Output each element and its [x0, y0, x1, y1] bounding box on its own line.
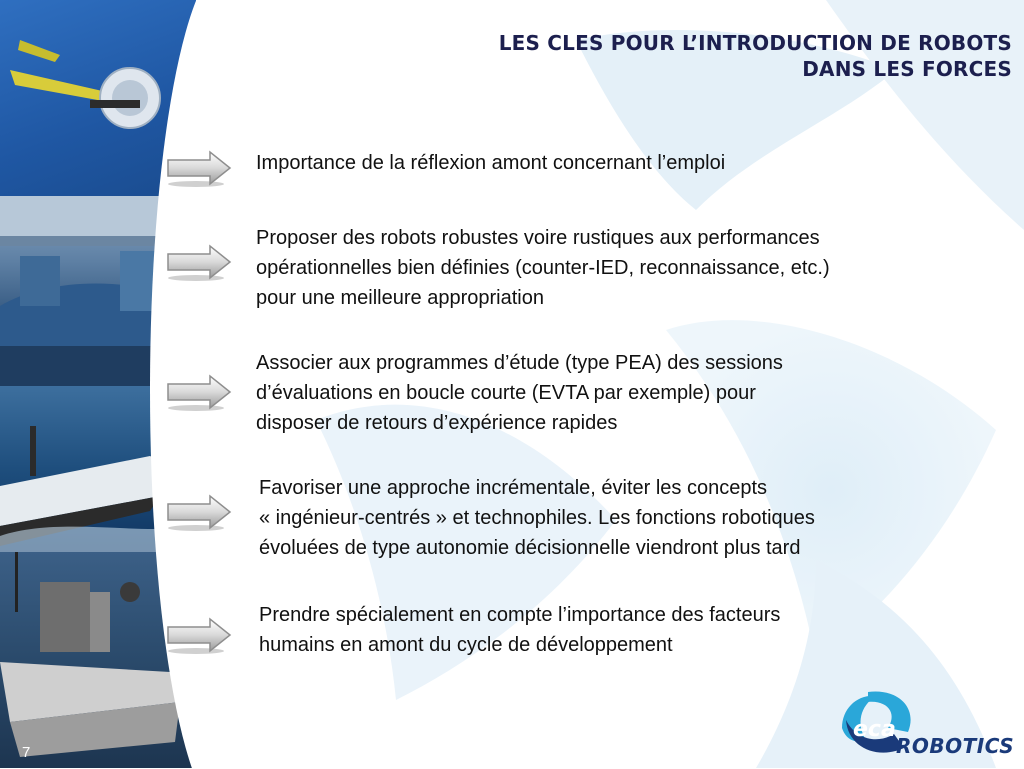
bullet-text: Associer aux programmes d’étude (type PEA) des sessions d’évaluations en boucle courte (EVTA par exemple) pour disposer de retours d’expérience rapides: [256, 352, 783, 434]
bullet-text: Prendre spécialement en compte l’importance des facteurs humains en amont du cycle de développement: [259, 604, 781, 656]
bullet-text: Proposer des robots robustes voire rustiques aux performances opérationnelles bien définies (counter-IED, reconnaissance, etc.) pour une meilleure appropriation: [256, 227, 830, 309]
page-number: 7: [22, 744, 31, 761]
arrow-right-icon: [166, 617, 232, 655]
logo-eca-text: eca: [853, 717, 896, 742]
arrow-right-icon: [166, 494, 232, 532]
bullet-text: Importance de la réflexion amont concernant l’emploi: [256, 152, 726, 174]
arrow-right-icon: [166, 244, 232, 282]
slide-title-line-2: DANS LES FORCES: [802, 57, 1012, 81]
arrow-right-icon: [166, 374, 232, 412]
arrow-right-icon: [166, 150, 232, 188]
eca-robotics-logo: [838, 688, 1024, 764]
logo-robotics-text: ROBOTICS: [896, 734, 1015, 758]
slide-title-line-1: LES CLES POUR L’INTRODUCTION DE ROBOTS: [498, 31, 1012, 55]
bullet-text: Favoriser une approche incrémentale, éviter les concepts « ingénieur-centrés » et technophiles. Les fonctions robotiques évoluées de type autonomie décisionnelle viendront plus tard: [259, 477, 815, 559]
slide-title: [499, 30, 1012, 82]
